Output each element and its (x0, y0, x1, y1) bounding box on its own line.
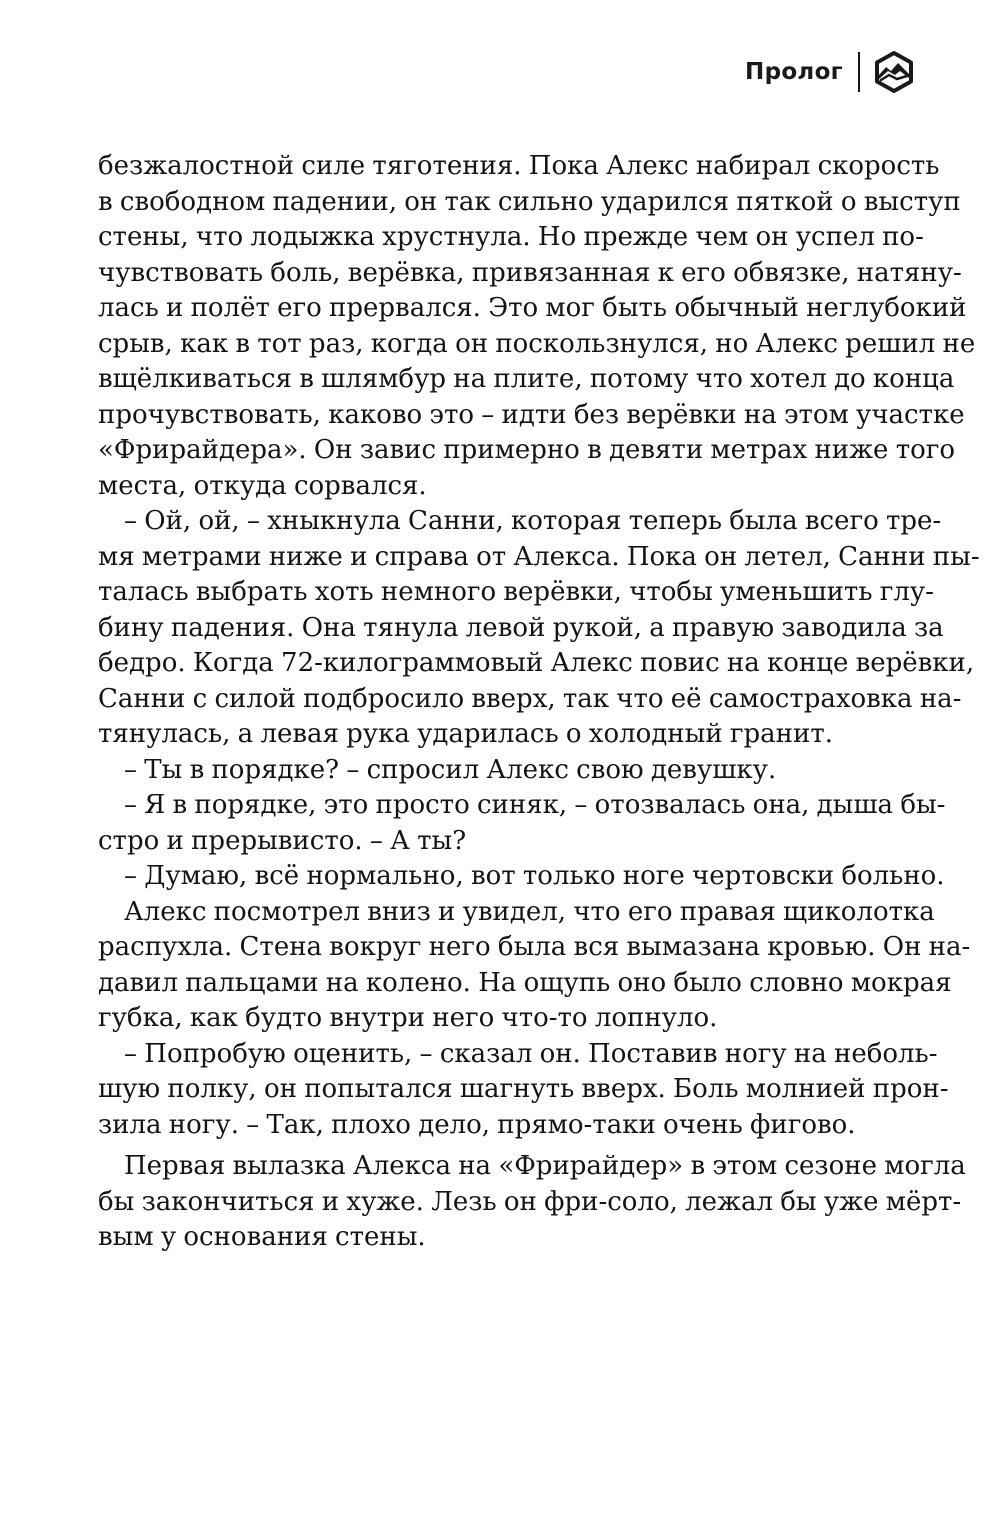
text-line: талась выбрать хоть немного верёвки, чтобы уменьшить глу- (98, 577, 934, 607)
text-line: – Попробую оценить, – сказал он. Поставив ногу на неболь- (124, 1038, 938, 1069)
text-line: Первая вылазка Алекса на «Фрирайдер» в этом сезоне могла (124, 1151, 966, 1181)
text-line: стро и прерывисто. – А ты? (98, 825, 467, 856)
mountain-hexagon-icon (872, 50, 916, 94)
text-line: распухла. Стена вокруг него была вся вымазана кровью. Он на- (98, 932, 971, 962)
paragraph (98, 1037, 949, 1144)
text-line: Санни с силой подбросило вверх, так что её самостраховка на- (98, 683, 962, 714)
text-line: мя метрами ниже и справа от Алекса. Пока он летел, Санни пы- (98, 541, 980, 572)
text-line: вым у основания стены. (98, 1222, 426, 1252)
text-line: безжалостной силе тяготения. Пока Алекс набирал скорость (98, 151, 940, 181)
text-line: давил пальцами на колено. На ощупь оно было словно мокрая (98, 967, 952, 998)
text-line: шую полку, он попытался шагнуть вверх. Боль молнией прон- (98, 1074, 949, 1104)
text-line: – Думаю, всё нормально, вот только ноге чертовски больно. (124, 861, 945, 891)
paragraph (98, 859, 945, 895)
text-line: губка, как будто внутри него что-то лопнуло. (98, 1003, 718, 1033)
text-line: – Ты в порядке? – спросил Алекс свою девушку. (124, 754, 777, 785)
paragraph (98, 753, 868, 789)
text-line: Алекс посмотрел вниз и увидел, что его правая щиколотка (124, 896, 935, 927)
text-line: бедро. Когда 72-килограммовый Алекс повис на конце верёвки, (98, 648, 975, 678)
text-line: в свободном падении, он так сильно ударился пяткой о выступ (98, 186, 961, 217)
text-line: «Фрирайдера». Он завис примерно в девяти метрах ниже того (98, 435, 956, 465)
paragraph (98, 504, 980, 753)
text-line: места, откуда сорвался. (98, 470, 427, 501)
paragraph (98, 788, 946, 859)
text-line: – Ой, ой, – хныкнула Санни, которая теперь была всего тре- (124, 506, 942, 536)
book-page-text (98, 149, 980, 1256)
paragraph (98, 149, 976, 504)
paragraph (98, 1149, 966, 1256)
text-line: зила ногу. – Так, плохо дело, прямо-таки очень фигово. (98, 1109, 856, 1140)
paragraph (98, 895, 971, 1037)
text-line: лась и полёт его прервался. Это мог быть обычный неглубокий (98, 293, 967, 323)
text-line: срыв, как в тот раз, когда он поскользнулся, но Алекс решил не (98, 328, 976, 359)
text-line: бину падения. Она тянула левой рукой, а правую заводила за (98, 612, 944, 643)
text-line: вщёлкиваться в шлямбур на плите, потому что хотел до конца (98, 364, 955, 394)
text-line: тянулась, а левая рука ударилась о холодный гранит. (98, 719, 833, 749)
text-line: стены, что лодыжка хрустнула. Но прежде чем он успел по- (98, 222, 924, 252)
chapter-title: Пролог (745, 59, 843, 85)
text-line: чувствовать боль, верёвка, привязанная к его обвязке, натяну- (98, 257, 962, 288)
header-divider (858, 52, 860, 92)
text-line: бы закончиться и хуже. Лезь он фри-соло, лежал бы уже мёрт- (98, 1186, 962, 1217)
text-line: – Я в порядке, это просто синяк, – отозвалась она, дыша бы- (124, 790, 946, 820)
text-line: прочувствовать, каково это – идти без верёвки на этом участке (98, 399, 965, 430)
running-header (745, 48, 916, 96)
